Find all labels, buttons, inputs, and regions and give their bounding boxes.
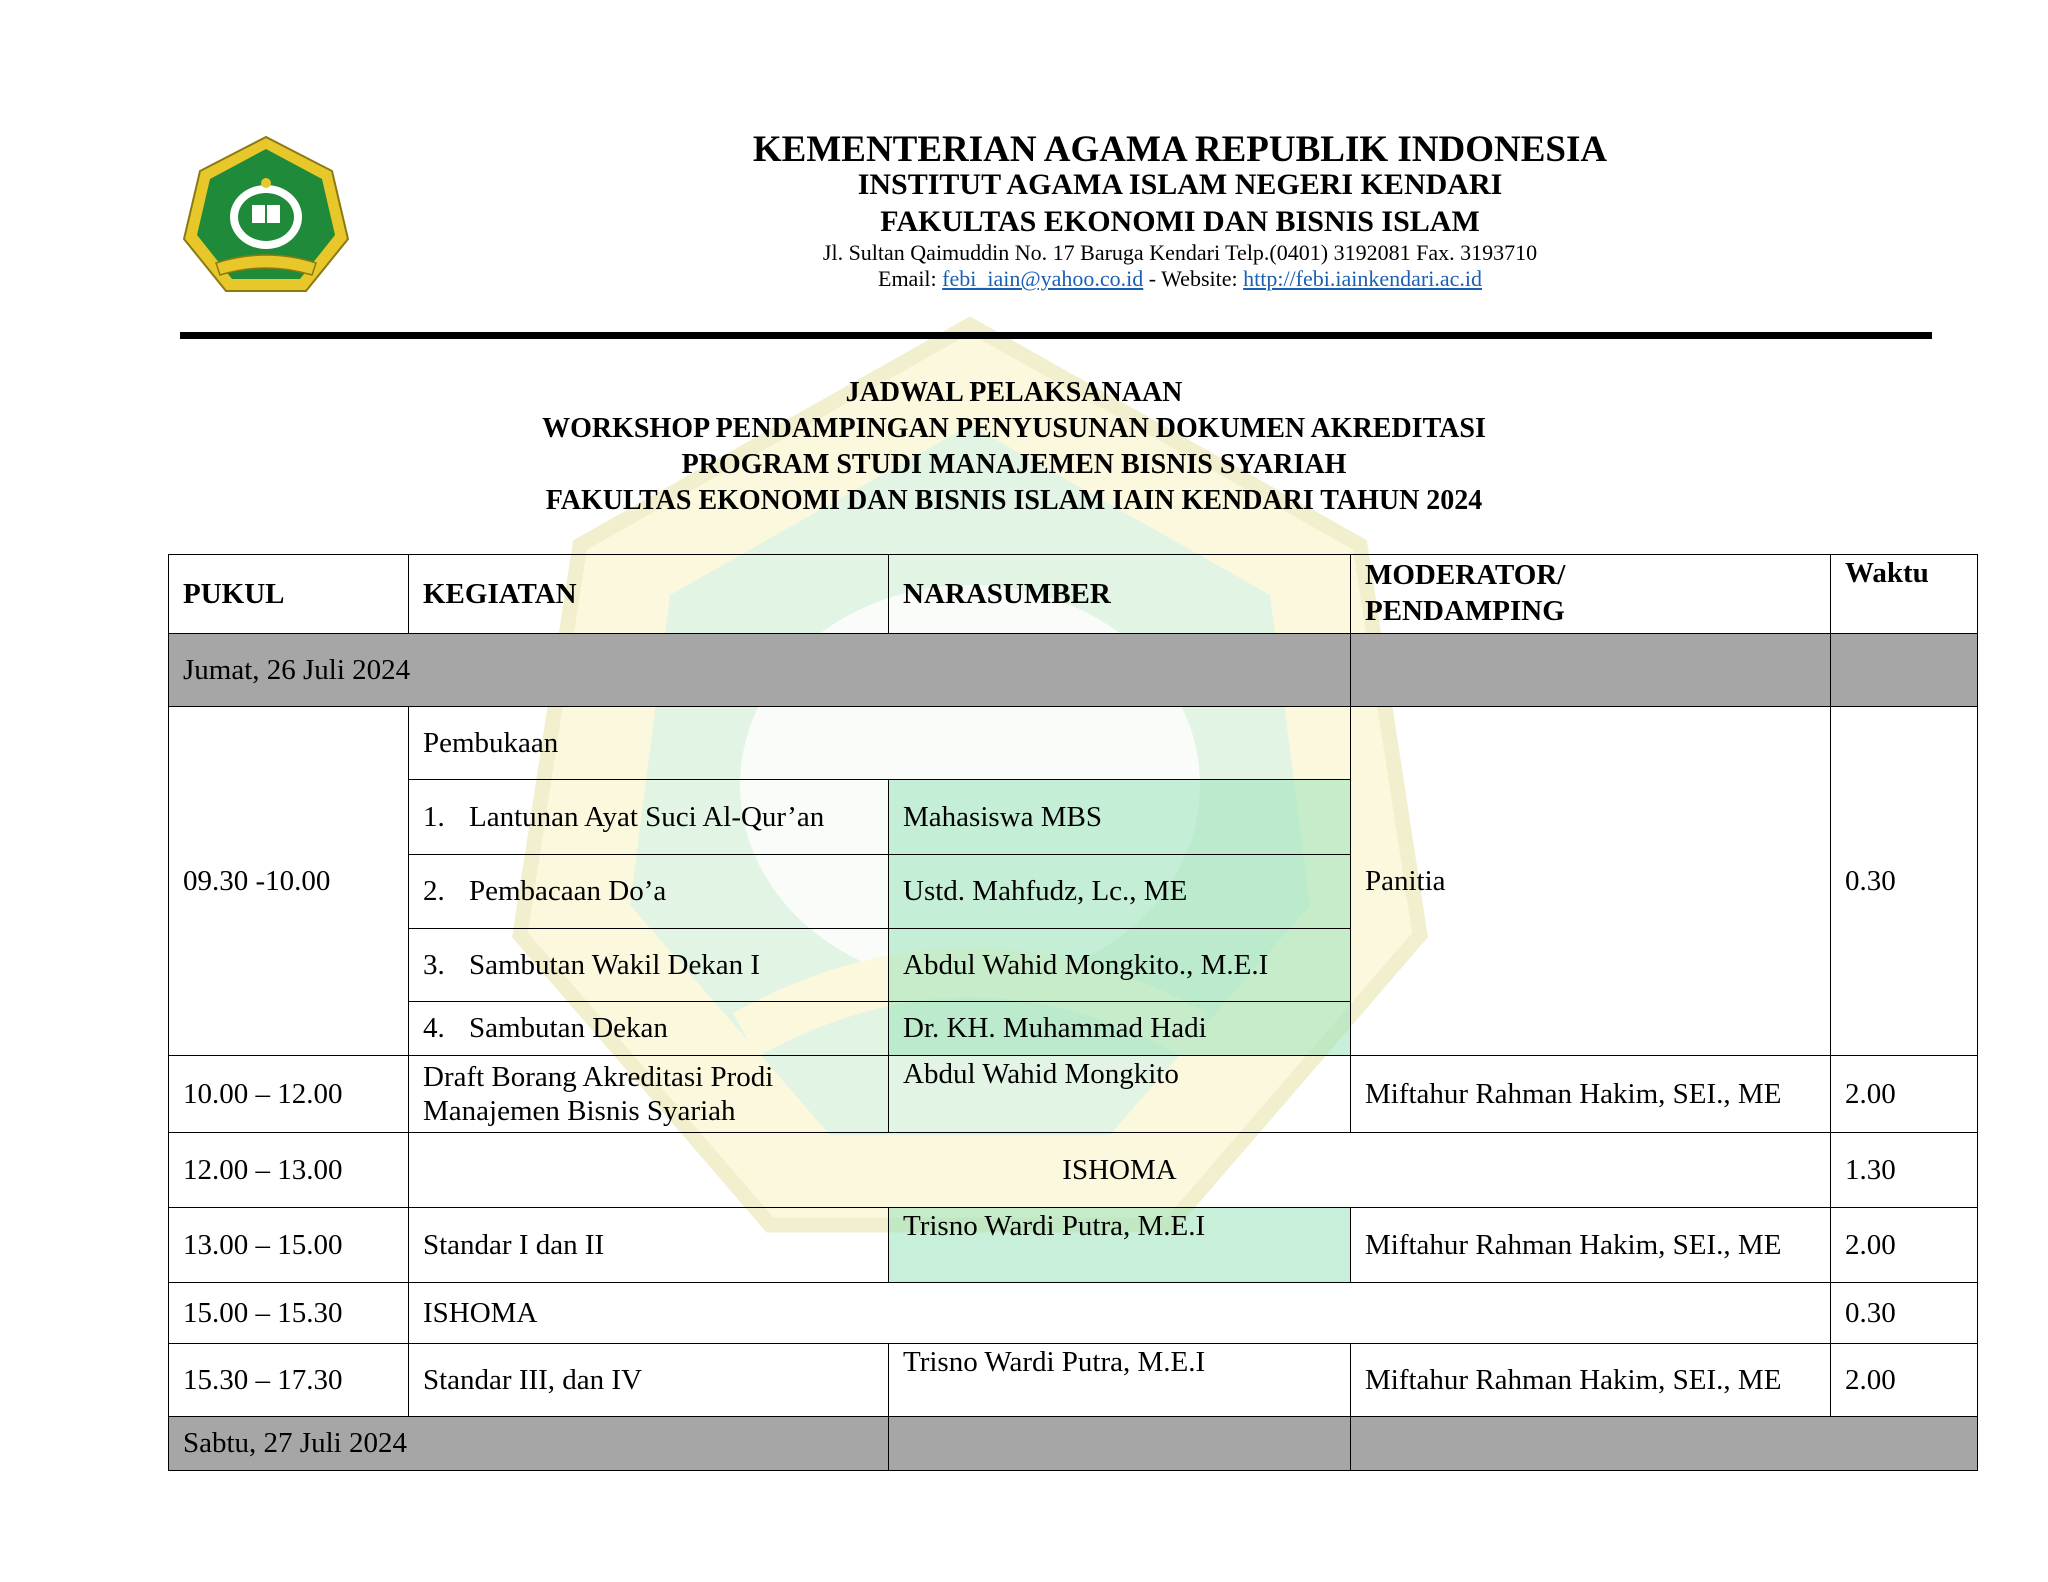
opening-title: Pembukaan	[409, 707, 1351, 780]
item-number: 3.	[423, 948, 445, 981]
day-label: Sabtu, 27 Juli 2024	[169, 1417, 889, 1471]
title-line-1: JADWAL PELAKSANAAN	[845, 377, 1183, 408]
row-time: 10.00 – 12.00	[169, 1056, 409, 1133]
row-moderator: Miftahur Rahman Hakim, SEI., ME	[1351, 1056, 1831, 1133]
item-activity: Sambutan Wakil Dekan I	[469, 948, 761, 981]
email-link[interactable]: febi_iain@yahoo.co.id	[942, 266, 1144, 291]
row-duration: 1.30	[1831, 1133, 1978, 1208]
row-activity: ISHOMA	[409, 1133, 1831, 1208]
item-activity: Lantunan Ayat Suci Al-Qur’an	[469, 800, 825, 833]
header-contact	[730, 266, 1630, 292]
table-header-row	[169, 555, 1978, 634]
day-row	[169, 1417, 1978, 1471]
header-address: Jl. Sultan Qaimuddin No. 17 Baruga Kendari Telp.(0401) 3192081 Fax. 3193710	[822, 240, 1538, 265]
row-activity: Standar III, dan IV	[409, 1344, 889, 1417]
day-empty-cell	[889, 1417, 1351, 1471]
moderator-header-l2: PENDAMPING	[1365, 595, 1565, 627]
opening-item-speaker: Dr. KH. Muhammad Hadi	[889, 1002, 1351, 1056]
website-link[interactable]: http://febi.iainkendari.ac.id	[1243, 266, 1482, 291]
schedule-table	[168, 554, 1978, 1471]
opening-item-speaker: Abdul Wahid Mongkito., M.E.I	[889, 929, 1351, 1002]
title-line-4: FAKULTAS EKONOMI DAN BISNIS ISLAM IAIN KENDARI TAHUN 2024	[545, 485, 1483, 516]
table-row	[169, 1283, 1978, 1344]
row-activity	[409, 1056, 889, 1133]
opening-time: 09.30 -10.00	[169, 707, 409, 1056]
website-label: - Website:	[1143, 266, 1244, 291]
row-speaker: Trisno Wardi Putra, M.E.I	[889, 1208, 1351, 1283]
opening-item-activity	[409, 855, 889, 929]
table-row	[169, 1056, 1978, 1133]
opening-item-activity	[409, 1002, 889, 1056]
table-row	[169, 1133, 1978, 1208]
header-divider	[180, 332, 1932, 339]
opening-moderator: Panitia	[1351, 707, 1831, 1056]
row-time: 15.30 – 17.30	[169, 1344, 409, 1417]
row-moderator: Miftahur Rahman Hakim, SEI., ME	[1351, 1208, 1831, 1283]
row-activity: Standar I dan II	[409, 1208, 889, 1283]
col-header-waktu: Waktu	[1831, 555, 1978, 634]
header-ministry: KEMENTERIAN AGAMA REPUBLIK INDONESIA	[752, 129, 1608, 170]
row-activity-l2: Manajemen Bisnis Syariah	[423, 1095, 736, 1127]
day-empty-cell	[1831, 634, 1978, 707]
day-label: Jumat, 26 Juli 2024	[169, 634, 1351, 707]
header-faculty: FAKULTAS EKONOMI DAN BISNIS ISLAM	[880, 205, 1480, 238]
col-header-pukul: PUKUL	[169, 555, 409, 634]
col-header-moderator	[1351, 555, 1831, 634]
opening-item-activity	[409, 780, 889, 855]
header-institute: INSTITUT AGAMA ISLAM NEGERI KENDARI	[857, 168, 1503, 201]
item-number: 1.	[423, 800, 445, 833]
item-activity: Pembacaan Do’a	[469, 875, 667, 907]
opening-item-activity	[409, 929, 889, 1002]
table-row	[169, 1344, 1978, 1417]
row-time: 15.00 – 15.30	[169, 1283, 409, 1344]
item-number: 4.	[423, 1012, 445, 1044]
item-number: 2.	[423, 875, 445, 907]
row-duration: 2.00	[1831, 1344, 1978, 1417]
email-label: Email:	[878, 266, 943, 291]
opening-duration: 0.30	[1831, 707, 1978, 1056]
item-activity: Sambutan Dekan	[469, 1012, 668, 1044]
moderator-header-l1: MODERATOR/	[1365, 559, 1566, 591]
table-row	[169, 707, 1978, 780]
col-header-kegiatan: KEGIATAN	[409, 555, 889, 634]
row-duration: 2.00	[1831, 1208, 1978, 1283]
row-duration: 0.30	[1831, 1283, 1978, 1344]
row-moderator: Miftahur Rahman Hakim, SEI., ME	[1351, 1344, 1831, 1417]
opening-item-speaker: Mahasiswa MBS	[889, 780, 1351, 855]
day-empty-cell	[1351, 634, 1831, 707]
row-activity: ISHOMA	[409, 1283, 1831, 1344]
title-line-3: PROGRAM STUDI MANAJEMEN BISNIS SYARIAH	[681, 449, 1347, 480]
row-duration: 2.00	[1831, 1056, 1978, 1133]
col-header-narasumber: NARASUMBER	[889, 555, 1351, 634]
institution-logo	[182, 135, 350, 295]
row-time: 13.00 – 15.00	[169, 1208, 409, 1283]
table-row	[169, 1208, 1978, 1283]
row-speaker: Abdul Wahid Mongkito	[889, 1056, 1351, 1133]
day-row	[169, 634, 1978, 707]
row-activity-l1: Draft Borang Akreditasi Prodi	[423, 1061, 774, 1093]
opening-item-speaker: Ustd. Mahfudz, Lc., ME	[889, 855, 1351, 929]
day-empty-cell	[1351, 1417, 1978, 1471]
title-line-2: WORKSHOP PENDAMPINGAN PENYUSUNAN DOKUMEN AKREDITASI	[542, 413, 1486, 444]
row-time: 12.00 – 13.00	[169, 1133, 409, 1208]
row-speaker: Trisno Wardi Putra, M.E.I	[889, 1344, 1351, 1417]
